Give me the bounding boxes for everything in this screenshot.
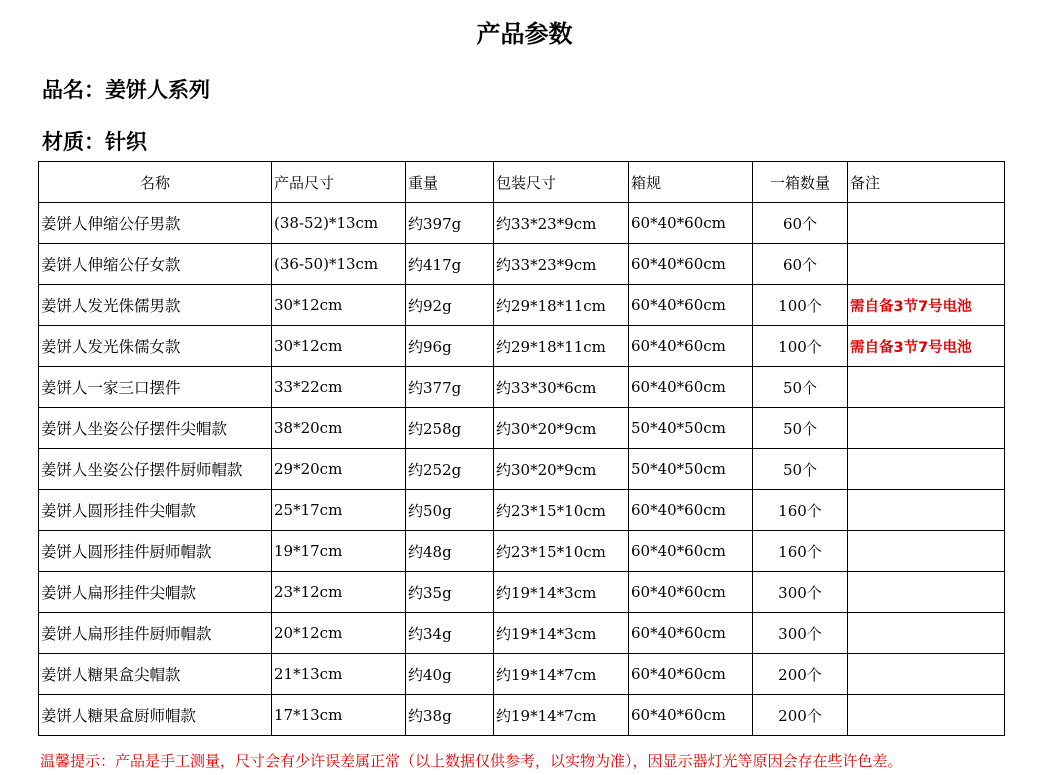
cell-product-size: (38-52)*13cm	[272, 203, 406, 244]
cell-name: 姜饼人糖果盒厨师帽款	[39, 695, 272, 736]
product-name: 品名：姜饼人系列	[42, 78, 210, 102]
cell-weight: 约397g	[406, 203, 494, 244]
cell-carton-size: 60*40*60cm	[629, 531, 753, 572]
cell-name: 姜饼人扁形挂件厨师帽款	[39, 613, 272, 654]
table-row	[39, 408, 1005, 449]
cell-carton-size: 60*40*60cm	[629, 695, 753, 736]
cell-note	[848, 367, 1005, 408]
cell-name: 姜饼人伸缩公仔男款	[39, 203, 272, 244]
cell-note	[848, 408, 1005, 449]
table-body	[39, 203, 1005, 736]
cell-name: 姜饼人扁形挂件尖帽款	[39, 572, 272, 613]
cell-product-size: 30*12cm	[272, 285, 406, 326]
cell-weight: 约50g	[406, 490, 494, 531]
cell-name: 姜饼人伸缩公仔女款	[39, 244, 272, 285]
cell-quantity: 200个	[753, 695, 848, 736]
table-row	[39, 572, 1005, 613]
spec-table	[38, 161, 1005, 736]
cell-package-size: 约30*20*9cm	[494, 449, 629, 490]
cell-carton-size: 60*40*60cm	[629, 244, 753, 285]
cell-note	[848, 572, 1005, 613]
cell-quantity: 160个	[753, 531, 848, 572]
header-note: 备注	[848, 162, 1005, 203]
table-row	[39, 613, 1005, 654]
header-carton-size: 箱规	[629, 162, 753, 203]
cell-product-size: 21*13cm	[272, 654, 406, 695]
cell-note	[848, 695, 1005, 736]
cell-note: 需自备3节7号电池	[848, 326, 1005, 367]
cell-note	[848, 613, 1005, 654]
cell-quantity: 100个	[753, 285, 848, 326]
cell-carton-size: 50*40*50cm	[629, 408, 753, 449]
header-weight: 重量	[406, 162, 494, 203]
cell-carton-size: 60*40*60cm	[629, 613, 753, 654]
cell-package-size: 约33*30*6cm	[494, 367, 629, 408]
cell-name: 姜饼人圆形挂件尖帽款	[39, 490, 272, 531]
cell-product-size: 19*17cm	[272, 531, 406, 572]
cell-product-size: 30*12cm	[272, 326, 406, 367]
cell-name: 姜饼人一家三口摆件	[39, 367, 272, 408]
cell-quantity: 50个	[753, 449, 848, 490]
cell-name: 姜饼人发光侏儒男款	[39, 285, 272, 326]
cell-note	[848, 654, 1005, 695]
cell-weight: 约40g	[406, 654, 494, 695]
cell-name: 姜饼人发光侏儒女款	[39, 326, 272, 367]
cell-product-size: 29*20cm	[272, 449, 406, 490]
cell-quantity: 200个	[753, 654, 848, 695]
page-title: 产品参数	[476, 20, 573, 48]
cell-quantity: 60个	[753, 244, 848, 285]
header-package-size: 包装尺寸	[494, 162, 629, 203]
cell-package-size: 约23*15*10cm	[494, 531, 629, 572]
cell-note	[848, 531, 1005, 572]
cell-package-size: 约19*14*7cm	[494, 654, 629, 695]
cell-package-size: 约19*14*3cm	[494, 572, 629, 613]
cell-carton-size: 60*40*60cm	[629, 572, 753, 613]
cell-weight: 约92g	[406, 285, 494, 326]
cell-package-size: 约29*18*11cm	[494, 326, 629, 367]
cell-quantity: 100个	[753, 326, 848, 367]
cell-weight: 约417g	[406, 244, 494, 285]
cell-quantity: 50个	[753, 408, 848, 449]
cell-carton-size: 60*40*60cm	[629, 326, 753, 367]
cell-package-size: 约30*20*9cm	[494, 408, 629, 449]
table-row	[39, 367, 1005, 408]
cell-package-size: 约33*23*9cm	[494, 203, 629, 244]
table-row	[39, 490, 1005, 531]
cell-product-size: 20*12cm	[272, 613, 406, 654]
cell-product-size: 23*12cm	[272, 572, 406, 613]
cell-note	[848, 449, 1005, 490]
cell-weight: 约38g	[406, 695, 494, 736]
table-row	[39, 244, 1005, 285]
table-row	[39, 449, 1005, 490]
header-quantity: 一箱数量	[753, 162, 848, 203]
table-row	[39, 203, 1005, 244]
cell-weight: 约48g	[406, 531, 494, 572]
cell-quantity: 60个	[753, 203, 848, 244]
cell-product-size: 33*22cm	[272, 367, 406, 408]
cell-note	[848, 244, 1005, 285]
table-row	[39, 654, 1005, 695]
cell-note	[848, 203, 1005, 244]
cell-product-size: 17*13cm	[272, 695, 406, 736]
cell-quantity: 300个	[753, 613, 848, 654]
cell-product-size: (36-50)*13cm	[272, 244, 406, 285]
cell-name: 姜饼人坐姿公仔摆件厨师帽款	[39, 449, 272, 490]
cell-weight: 约377g	[406, 367, 494, 408]
cell-quantity: 50个	[753, 367, 848, 408]
table-row	[39, 695, 1005, 736]
cell-note: 需自备3节7号电池	[848, 285, 1005, 326]
cell-name: 姜饼人圆形挂件厨师帽款	[39, 531, 272, 572]
cell-package-size: 约23*15*10cm	[494, 490, 629, 531]
cell-weight: 约35g	[406, 572, 494, 613]
cell-package-size: 约19*14*7cm	[494, 695, 629, 736]
table-row	[39, 285, 1005, 326]
cell-carton-size: 60*40*60cm	[629, 654, 753, 695]
cell-weight: 约252g	[406, 449, 494, 490]
table-row	[39, 531, 1005, 572]
cell-carton-size: 60*40*60cm	[629, 285, 753, 326]
cell-carton-size: 60*40*60cm	[629, 367, 753, 408]
header-product-size: 产品尺寸	[272, 162, 406, 203]
table-header-row	[39, 162, 1005, 203]
cell-product-size: 38*20cm	[272, 408, 406, 449]
cell-weight: 约96g	[406, 326, 494, 367]
material: 材质：针织	[42, 130, 147, 154]
cell-package-size: 约29*18*11cm	[494, 285, 629, 326]
cell-note	[848, 490, 1005, 531]
cell-quantity: 300个	[753, 572, 848, 613]
cell-carton-size: 50*40*50cm	[629, 449, 753, 490]
table-row	[39, 326, 1005, 367]
cell-weight: 约258g	[406, 408, 494, 449]
cell-name: 姜饼人坐姿公仔摆件尖帽款	[39, 408, 272, 449]
cell-package-size: 约19*14*3cm	[494, 613, 629, 654]
cell-package-size: 约33*23*9cm	[494, 244, 629, 285]
cell-weight: 约34g	[406, 613, 494, 654]
cell-carton-size: 60*40*60cm	[629, 203, 753, 244]
header-name: 名称	[39, 162, 272, 203]
cell-quantity: 160个	[753, 490, 848, 531]
cell-product-size: 25*17cm	[272, 490, 406, 531]
footer-note: 温馨提示：产品是手工测量，尺寸会有少许误差属正常（以上数据仅供参考，以实物为准），因显示器灯光等原因会存在些许色差。	[40, 752, 903, 770]
cell-carton-size: 60*40*60cm	[629, 490, 753, 531]
cell-name: 姜饼人糖果盒尖帽款	[39, 654, 272, 695]
